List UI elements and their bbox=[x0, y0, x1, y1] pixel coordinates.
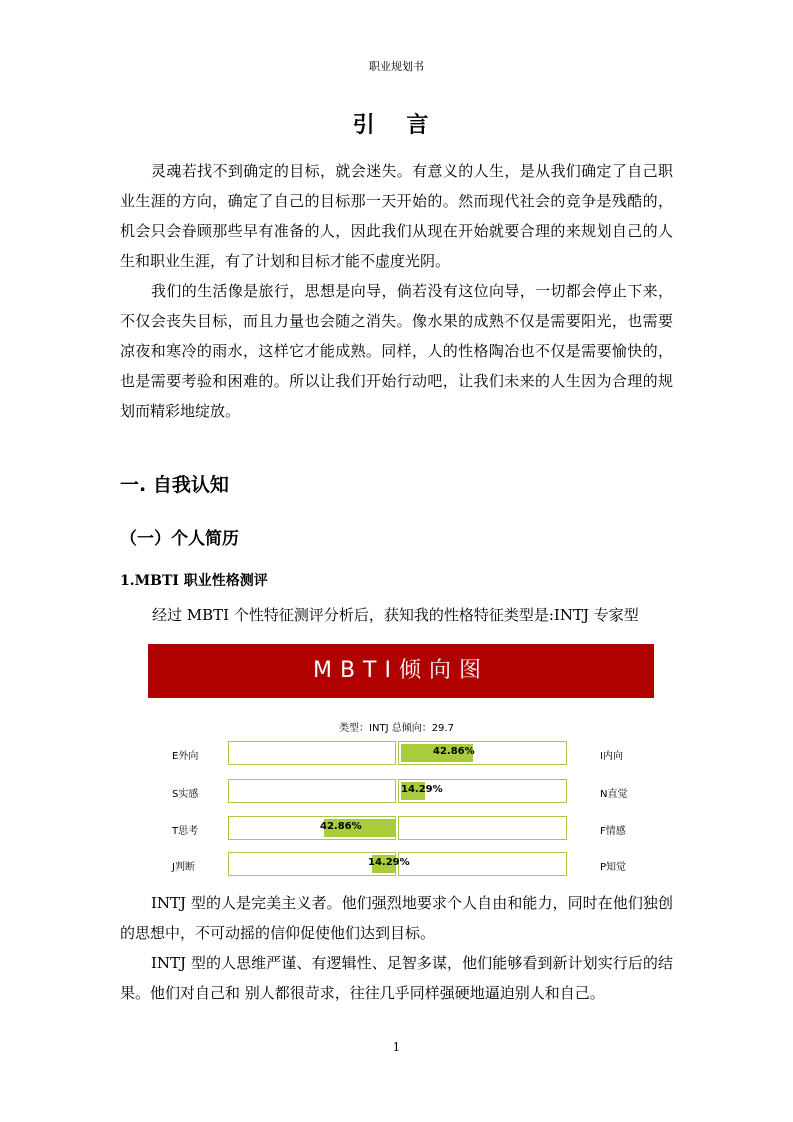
chart-row bbox=[0, 779, 793, 805]
page-header: 职业规划书 bbox=[369, 60, 424, 73]
intro-paragraph-1: 灵魂若找不到确定的目标，就会迷失。有意义的人生，是从我们确定了自己职业生涯的方向，确定了自己的目标那一天开始的。然而现代社会的竞争是残酷的，机会只会眷顾那些早有准备的人，因此我们从现在开始就要合理的来规划自己的人生和职业生涯，有了计划和目标才能不虚度光阴。 bbox=[120, 162, 673, 270]
intro-paragraph-2: 我们的生活像是旅行，思想是向导，倘若没有这位向导，一切都会停止下来，不仅会丧失目标，而且力量也会随之消失。像水果的成熟不仅是需要阳光，也需要凉夜和寒冷的雨水，这样它才能成熟。同样，人的性格陶冶也不仅是需要愉快的，也是需要考验和困难的。所以让我们开始行动吧，让我们未来的人生因为合理的规划而精彩地绽放。 bbox=[120, 282, 673, 420]
chart-label-left: E外向 bbox=[172, 751, 199, 762]
chart-label-right: I内向 bbox=[600, 751, 623, 762]
chart-label-right: N直觉 bbox=[600, 789, 628, 800]
chart-label-left: J判断 bbox=[172, 862, 195, 873]
chart-label-right: F情感 bbox=[600, 826, 626, 837]
chart-label-left: T思考 bbox=[172, 826, 199, 837]
chart-label-right: P知觉 bbox=[600, 862, 627, 873]
section-heading: 一. 自我认知 bbox=[120, 474, 229, 496]
page-title: 引 言 bbox=[352, 113, 441, 138]
chart-box-right bbox=[398, 816, 567, 840]
chart-row bbox=[0, 741, 793, 767]
body-paragraph-1: INTJ 型的人是完美主义者。他们强烈地要求个人自由和能力，同时在他们独创的思想中，不可动摇的信仰促使他们达到目标。 bbox=[120, 894, 673, 942]
body-paragraph-2: INTJ 型的人思维严谨、有逻辑性、足智多谋，他们能够看到新计划实行后的结果。他们对自己和 别人都很苛求，往往几乎同样强硬地逼迫别人和自己。 bbox=[120, 954, 673, 1002]
chart-title: MBTI倾向图 bbox=[148, 644, 654, 698]
chart-box-left bbox=[228, 741, 396, 765]
chart-row bbox=[0, 816, 793, 842]
chart-label-left: S实感 bbox=[172, 789, 199, 800]
chart-bar-value: 14.29% bbox=[401, 784, 443, 795]
mbti-heading: 1.MBTI 职业性格测评 bbox=[120, 573, 268, 589]
mbti-summary: 经过 MBTI 个性特征测评分析后，获知我的性格特征类型是:INTJ 专家型 bbox=[152, 606, 639, 624]
chart-bar-value: 42.86% bbox=[433, 746, 475, 757]
chart-bar-value: 14.29% bbox=[368, 857, 410, 868]
chart-subtitle: 类型：INTJ 总倾向：29.7 bbox=[339, 723, 454, 734]
chart-row bbox=[0, 852, 793, 878]
page-number: 1 bbox=[392, 1040, 401, 1054]
chart-bar-value: 42.86% bbox=[320, 821, 362, 832]
chart-box-left bbox=[228, 779, 396, 803]
chart-box-right bbox=[398, 852, 567, 876]
subsection-heading: （一）个人简历 bbox=[120, 529, 239, 549]
